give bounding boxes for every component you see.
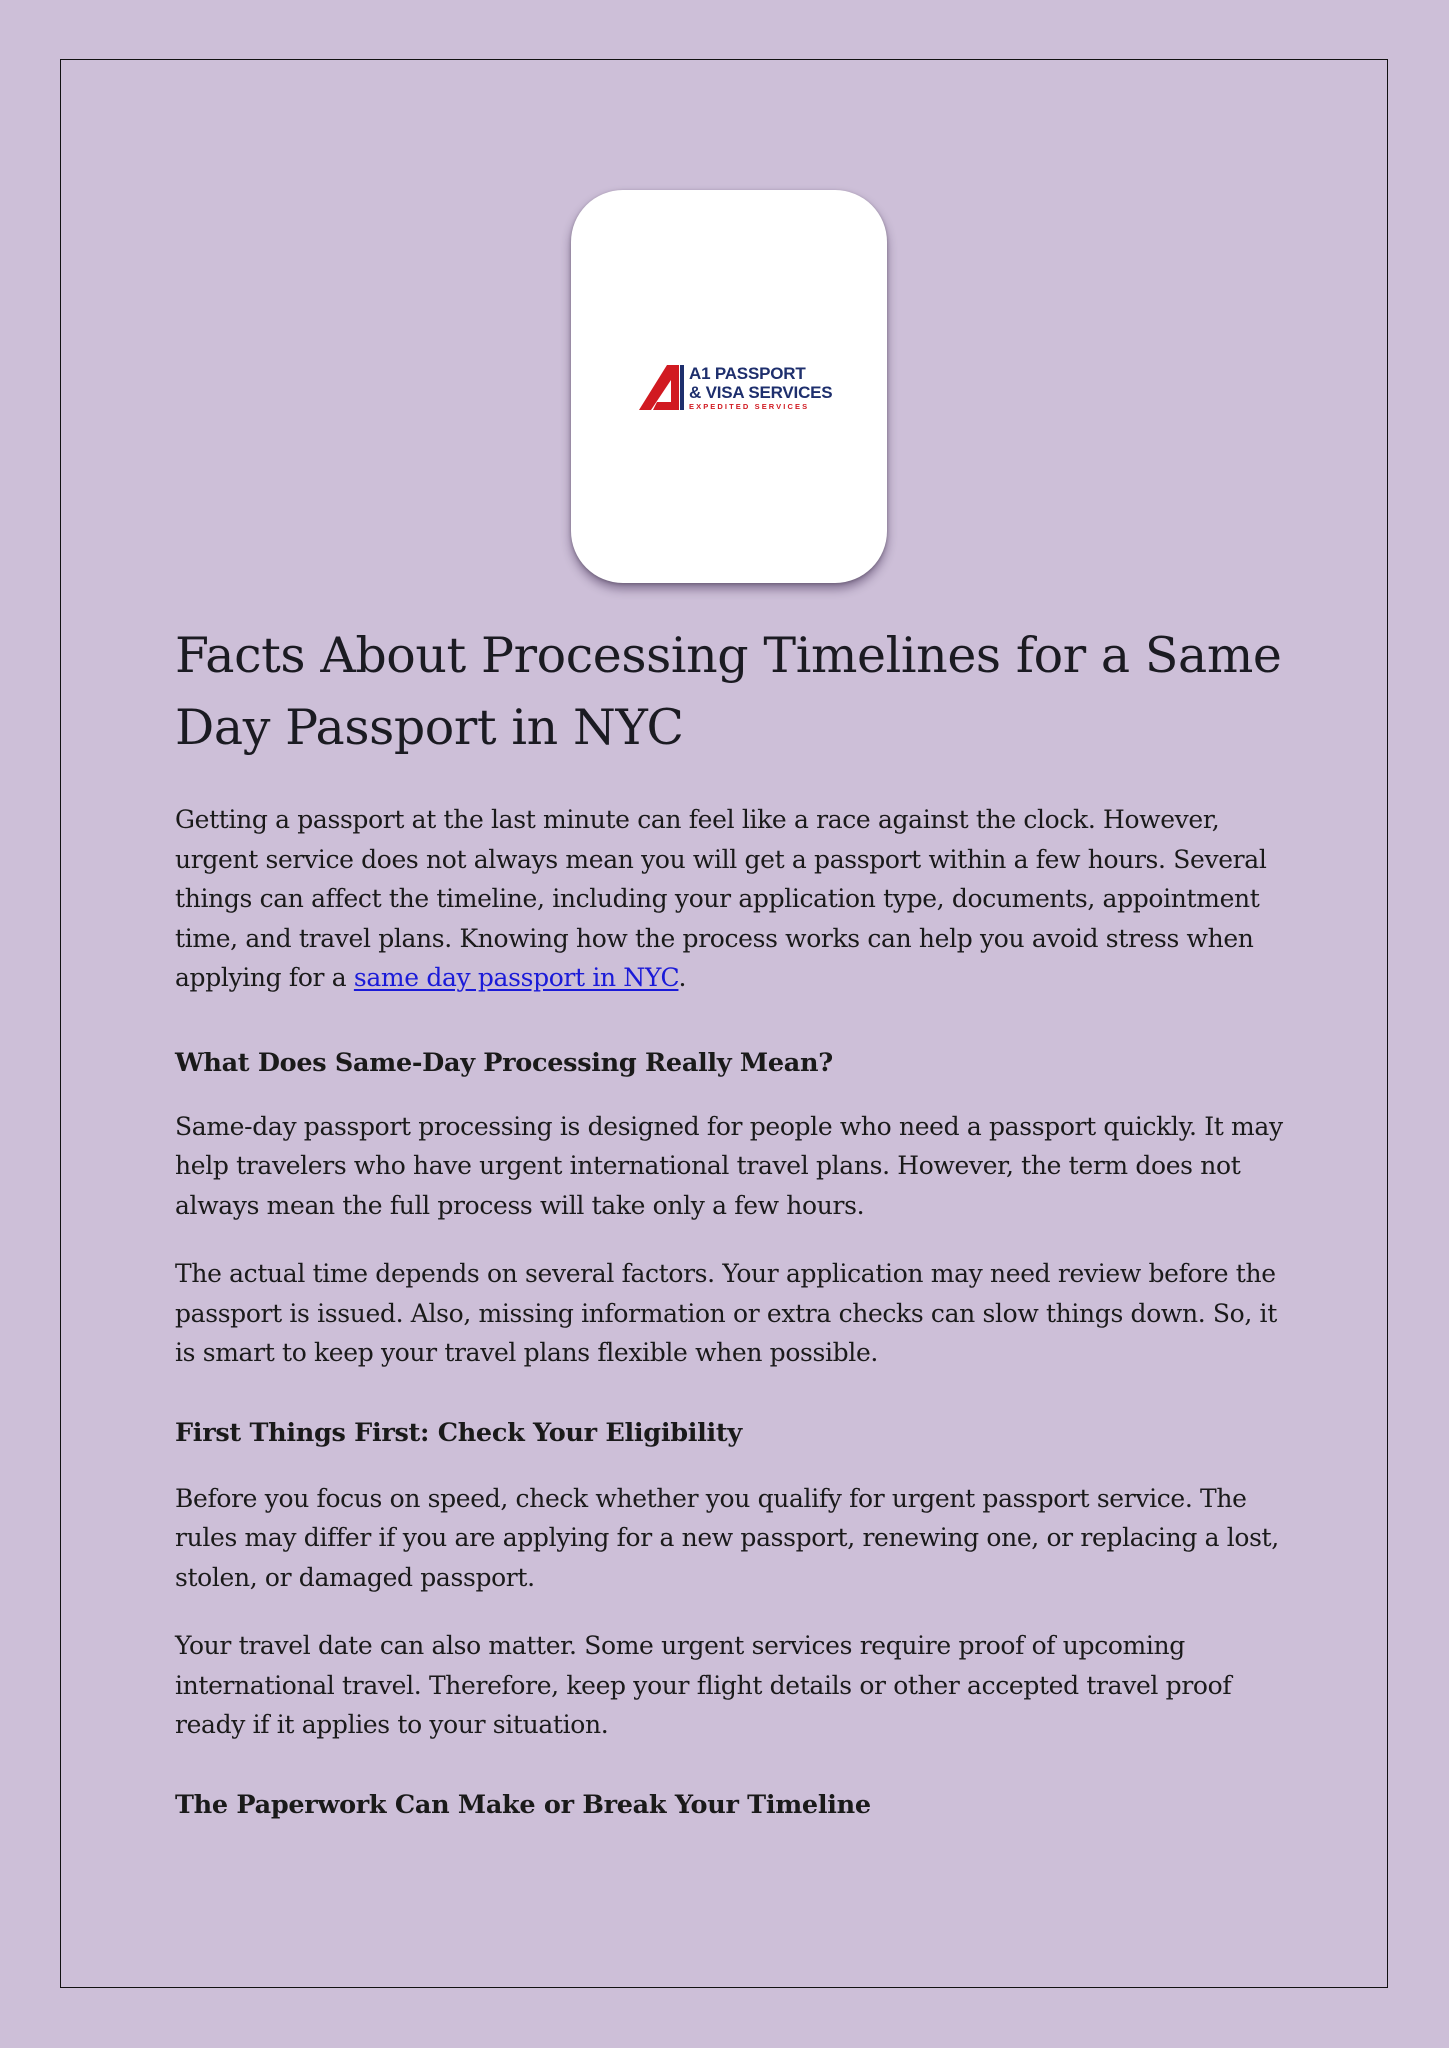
paragraph: Same-day passport processing is designed for people who need a passport quickly. It may help travelers who have urgent international travel plans. However, the term does not always mean the full process will take only a few hours. [175,1111,1283,1220]
section-heading-eligibility: First Things First: Check Your Eligibility [175,1417,742,1448]
article-body [175,620,1285,1822]
same-day-passport-link[interactable]: same day passport in NYC [353,963,679,992]
intro-paragraph [175,800,1285,998]
paragraph: Your travel date can also matter. Some urgent services require proof of upcoming international travel. Therefore, keep your flight details or other accepted travel proof ready if it applies to your situation. [175,1631,1232,1739]
logo-card [571,190,887,583]
logo-wordmark [689,364,832,412]
intro-text: Getting a passport at the last minute can feel like a race against the clock. However, urgent service does not always mean you will get a passport within a few hours. Several things can affect the timeline, including your application type, documents, appointment time, and travel plans. Knowing how the process works can help you avoid stress when applying for a [175,805,1267,992]
section-heading-same-day-meaning: What Does Same-Day Processing Really Mean? [175,1047,833,1078]
company-logo [637,362,833,412]
intro-end: . [678,963,687,992]
logo-tagline: EXPEDITED SERVICES [689,402,810,411]
paragraph: The actual time depends on several factors. Your application may need review before the passport is issued. Also, missing information or extra checks can slow things down. So, it is smart to keep your travel plans flexible when possible. [175,1259,1277,1367]
paragraph: Before you focus on speed, check whether you qualify for urgent passport service. The rules may differ if you are applying for a new passport, renewing one, or replacing a lost, stolen, or damaged passport. [175,1483,1279,1592]
logo-line-1: A1 PASSPORT [689,364,806,383]
a1-logo-mark-icon [637,362,687,412]
logo-line-2: & VISA SERVICES [689,383,833,402]
section-heading-paperwork: The Paperwork Can Make or Break Your Timeline [175,1789,871,1820]
article-title: Facts About Processing Timelines for a Same Day Passport in NYC [175,627,1282,756]
